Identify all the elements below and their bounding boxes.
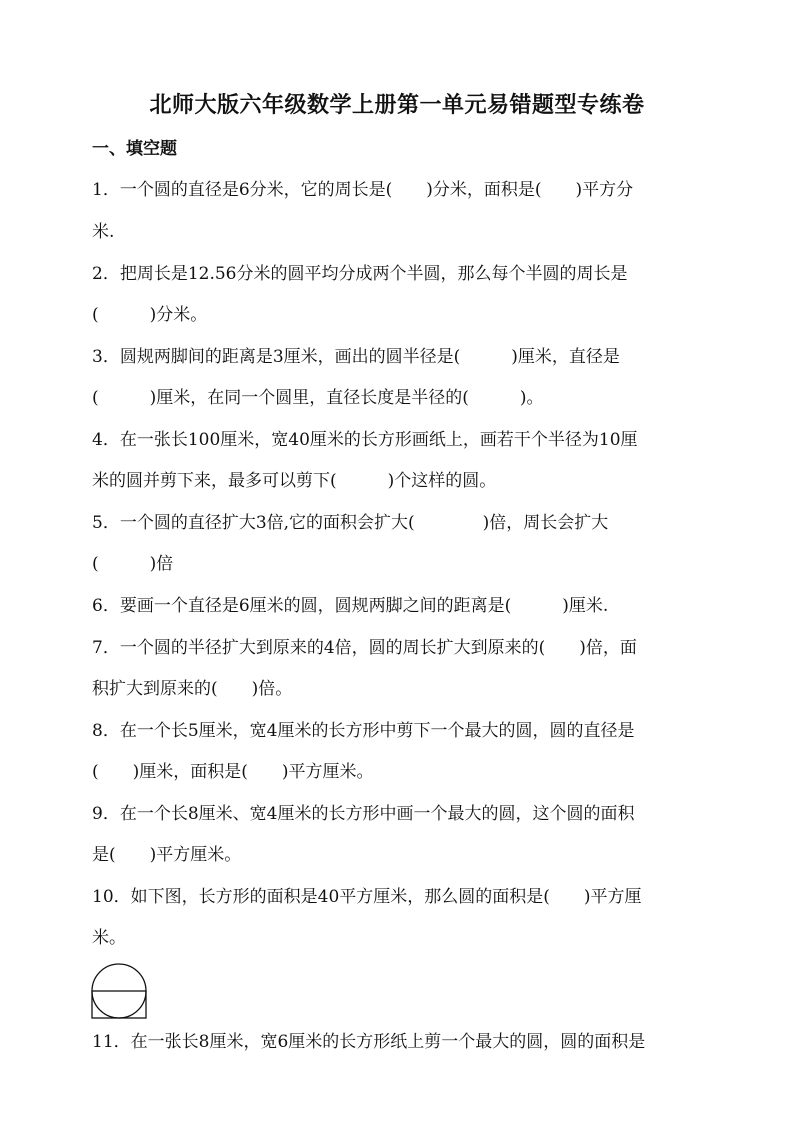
question-line: 米。 <box>92 928 126 948</box>
question-line: ( )厘米，面积是( )平方厘米。 <box>92 762 374 782</box>
question-line: 11．在一张长8厘米，宽6厘米的长方形纸上剪一个最大的圆，圆的面积是 <box>92 1032 646 1052</box>
question-line: 2．把周长是12.56分米的圆平均分成两个半圆，那么每个半圆的周长是 <box>92 264 628 284</box>
question-line: 8．在一个长5厘米，宽4厘米的长方形中剪下一个最大的圆，圆的直径是 <box>92 721 635 741</box>
question-line: ( )倍 <box>92 554 174 574</box>
question-line: 10．如下图，长方形的面积是40平方厘米，那么圆的面积是( )平方厘 <box>92 887 642 907</box>
rectangle-circle-figure <box>90 962 148 1020</box>
question-line: 9．在一个长8厘米、宽4厘米的长方形中画一个最大的圆，这个圆的面积 <box>92 804 635 824</box>
question-line: 3．圆规两脚间的距离是3厘米，画出的圆半径是( )厘米，直径是 <box>92 347 620 367</box>
page-title: 北师大版六年级数学上册第一单元易错题型专练卷 <box>149 92 645 118</box>
question-line: 米的圆并剪下来，最多可以剪下( )个这样的圆。 <box>92 471 497 491</box>
figure-rectangle <box>92 991 146 1018</box>
question-line: 4．在一张长100厘米，宽40厘米的长方形画纸上，画若干个半径为10厘 <box>92 430 638 450</box>
question-line: 6．要画一个直径是6厘米的圆，圆规两脚之间的距离是( )厘米. <box>92 596 609 616</box>
question-line: ( )分米。 <box>92 305 208 325</box>
question-line: 5．一个圆的直径扩大3倍,它的面积会扩大( )倍，周长会扩大 <box>92 513 609 533</box>
question-line: 是( )平方厘米。 <box>92 845 242 865</box>
question-line: ( )厘米，在同一个圆里，直径长度是半径的( )。 <box>92 388 544 408</box>
question-line: 7．一个圆的半径扩大到原来的4倍，圆的周长扩大到原来的( )倍，面 <box>92 638 637 658</box>
question-line: 1．一个圆的直径是6分米，它的周长是( )分米，面积是( )平方分 <box>92 180 634 200</box>
section-heading: 一、填空题 <box>92 139 177 159</box>
question-line: 积扩大到原来的( )倍。 <box>92 679 293 699</box>
question-line: 米. <box>92 222 115 242</box>
